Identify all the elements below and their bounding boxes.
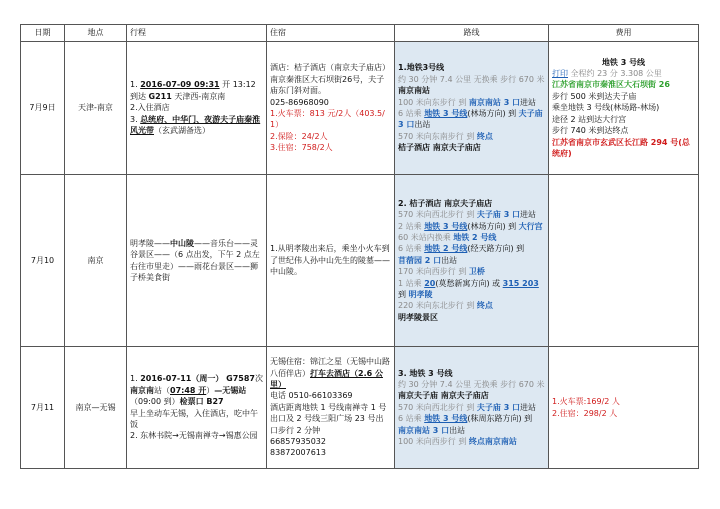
metro-line-link[interactable]: 地铁 3 号线 (424, 414, 468, 424)
route-step: 60 米站内换乘 (398, 232, 454, 242)
itinerary-text: 早上坐动车无锡，入住酒店，吃中午饭 (130, 408, 258, 429)
itinerary-text: 3. (130, 114, 141, 124)
header-row (21, 25, 699, 42)
route-step: 570 米向东南步行 到 (398, 131, 477, 141)
stop-link[interactable]: 卫桥 (468, 267, 485, 277)
route-cell (395, 175, 549, 347)
table-row (21, 175, 699, 347)
cost-lodging: 3.住宿：758/2人 (270, 143, 333, 153)
itinerary-cell (127, 42, 267, 175)
station-name: 南京南 (130, 385, 154, 395)
route-step: 170 米向西步行 到 (398, 267, 469, 277)
day-note: 1.从明孝陵出来后，乘坐小火车到了世纪伟人孙中山先生的陵墓——中山陵。 (270, 244, 390, 277)
header-place: 地点 (65, 25, 127, 42)
route-step: 到 (398, 290, 409, 300)
itinerary-table (20, 24, 699, 469)
route-cell (395, 42, 549, 175)
route-step: 100 米向西步行 到 (398, 437, 469, 447)
phone-number: 66857935032 (270, 437, 326, 447)
route-summary: 约 30 分钟 7.4 公里 无换乘 步行 670 米 (398, 74, 545, 84)
route-title: 2. 桔子酒店 南京夫子庙店 (398, 198, 493, 208)
lodging-cell (267, 42, 395, 175)
header-cost: 费用 (549, 25, 699, 42)
itinerary-text: 2.入住酒店 (130, 103, 170, 113)
route-step: (经天路方向) 到 (467, 244, 525, 254)
route-step: 出站 (414, 120, 431, 130)
place-cell: 天津-南京 (65, 42, 127, 175)
cost-cell (549, 42, 699, 175)
date-cell: 7月9日 (21, 42, 65, 175)
route-step: 6 站乘 (398, 244, 425, 254)
route-step: 乘坐地铁 3 号线(林场路-林场) (552, 103, 660, 113)
header-lodging: 住宿 (267, 25, 395, 42)
header-route: 路线 (395, 25, 549, 42)
table-row (21, 42, 699, 175)
route-step: 步行 500 米到达夫子庙 (552, 91, 637, 101)
metro-line-link[interactable]: 地铁 2 号线 (453, 232, 497, 242)
place-cell: 南京 (65, 175, 127, 347)
itinerary-text: ） (206, 385, 215, 395)
route-step: 6 站乘 (398, 109, 425, 118)
route-end: 明孝陵景区 (398, 312, 438, 322)
itinerary-cell (127, 175, 267, 347)
itinerary-text: 明孝陵—— (130, 238, 170, 248)
arrival-time: （09:00 到） (130, 397, 180, 407)
end-point-link[interactable]: 终点 (476, 131, 493, 141)
route-step: 进站 (520, 97, 537, 107)
itinerary-text: 站（ (154, 385, 170, 395)
route-step: 100 米向东步行 到 (398, 97, 469, 107)
station-link[interactable]: 南京南站 3 口 (468, 97, 521, 107)
itinerary-text: 2. 东林书院→无锡南禅寺→锡惠公园 (130, 431, 258, 441)
itinerary-text: 次 (254, 374, 263, 384)
metro-line-link[interactable]: 地铁 2 号线 (424, 244, 468, 254)
start-address: 江苏省南京市秦淮区大石坝街 26 (552, 80, 670, 90)
itinerary-text: 1. (130, 374, 141, 384)
route-step: 步行 740 米到达终点 (552, 126, 629, 136)
hotel-name: 无锡住宿：锦江之星（无锡中山路八佰伴店） (270, 357, 390, 378)
itinerary-text: 开 13:12 (219, 80, 256, 90)
route-step: 6 站乘 (398, 414, 425, 424)
station-name: —无锡站 (214, 385, 247, 395)
stop-link[interactable]: 明孝陵 (408, 290, 433, 300)
cost-route-title: 地铁 3 号线 (601, 57, 646, 67)
route-start: 南京南站 (398, 86, 430, 96)
route-step: 220 米向东北步行 到 (398, 301, 477, 311)
train-number: G211 (148, 91, 172, 101)
itinerary-text: 1. (130, 80, 141, 90)
table-row (21, 347, 699, 469)
route-title: 1.地铁3号线 (398, 63, 445, 73)
end-point-link[interactable]: 终点南京南站 (468, 437, 517, 447)
route-start: 南京夫子庙 南京夫子庙店 (398, 391, 489, 401)
route-end: 桔子酒店 南京夫子庙店 (398, 143, 481, 153)
itinerary-text: ——音乐台——灵谷景区——（6 点出发，下午 2 点左右往市里走）——雨花台景区——狮子桥美食街 (130, 238, 260, 282)
hotel-phone: 电话 0510-66103369 (270, 391, 353, 401)
departure-date: 2016-07-11（周一） G7587 (140, 374, 255, 384)
end-point-link[interactable]: 终点 (476, 301, 493, 311)
hotel-address: 南京秦淮区大石坝街26号，夫子庙东门斜对面。 (270, 74, 385, 96)
route-step: 进站 (520, 210, 537, 220)
route-step: 1 站乘 (398, 278, 425, 288)
date-cell: 7月11 (21, 347, 65, 469)
station-link[interactable]: 大行宫 (518, 221, 543, 231)
route-step: (秣周东路方向) 到 (467, 414, 533, 424)
itinerary-text: 到达 (130, 91, 149, 101)
cost-cell (549, 175, 699, 347)
bus-line-link[interactable]: 315 203 (502, 278, 539, 288)
departure-time: 07:48 开 (170, 385, 207, 395)
cost-train: 1.火车票:169/2 人 (552, 397, 620, 407)
route-summary: 约 30 分钟 7.4 公里 无换乘 步行 670 米 (398, 379, 545, 389)
cost-cell (549, 347, 699, 469)
itinerary-cell (127, 347, 267, 469)
route-step: 进站 (520, 402, 537, 412)
sightseeing-spots: 总统府、中华门、夜游夫子庙秦淮风光带 (130, 114, 261, 136)
end-address: 江苏省南京市玄武区长江路 294 号(总统府) (552, 137, 690, 158)
print-link[interactable]: 打印 (552, 69, 568, 79)
hotel-name: 酒店：桔子酒店（南京夫子庙店） (270, 63, 390, 73)
route-step: (林场方向) 到 (467, 109, 519, 118)
route-step: (莫愁新寓方向) 或 (435, 278, 503, 288)
gate-number: 检票口 B27 (179, 397, 224, 407)
station-link[interactable]: 苜蓿园 2 口 (398, 255, 442, 265)
station-link[interactable]: 南京南站 3 口 (398, 425, 450, 435)
station-link[interactable]: 夫子庙 3 口 (398, 109, 543, 130)
place-cell: 南京—无锡 (65, 347, 127, 469)
route-step: 出站 (449, 425, 466, 435)
metro-line-link[interactable]: 地铁 3 号线 (424, 109, 468, 118)
station-link[interactable]: 夫子庙 3 口 (476, 210, 521, 220)
bus-line-link[interactable]: 20 (424, 278, 436, 288)
sightseeing-spot: 中山陵 (170, 238, 194, 248)
date-cell: 7月10 (21, 175, 65, 347)
header-itinerary: 行程 (127, 25, 267, 42)
lodging-cell (267, 347, 395, 469)
route-summary: 全程约 23 分 3.308 公里 (570, 69, 662, 79)
route-step: 出站 (441, 255, 458, 265)
route-step: 570 米向西北步行 到 (398, 402, 477, 412)
route-cell (395, 347, 549, 469)
cost-lodging: 2.住宿：298/2 人 (552, 408, 618, 418)
route-step: 570 米向西北步行 到 (398, 210, 477, 220)
cost-train: 1.火车票：813 元/2人（403.5/1） (270, 109, 385, 130)
lodging-cell (267, 175, 395, 347)
hotel-transport-note: 打车去酒店（2.6 公里） (270, 368, 383, 389)
hotel-location-note: 酒店距离地铁 1 号线南禅寺 1 号出口及 2 号线三阳广场 23 号出口步行 2 分钟 (270, 402, 387, 435)
itinerary-text: 天津西-南京南 (171, 91, 226, 101)
phone-number: 83872007613 (270, 448, 326, 458)
route-step: 2 站乘 (398, 221, 425, 231)
header-date: 日期 (21, 25, 65, 42)
hotel-phone: 025-86968090 (270, 97, 329, 107)
route-step: (林场方向) 到 (467, 221, 519, 231)
itinerary-text: （玄武湖备选） (154, 126, 210, 136)
cost-insurance: 2.保险：24/2人 (270, 131, 328, 141)
station-link[interactable]: 夫子庙 3 口 (476, 402, 521, 412)
departure-time: 2016-07-09 09:31 (140, 80, 220, 90)
route-title: 3. 地铁 3 号线 (398, 368, 453, 378)
route-step: 途径 2 站到达大行宫 (552, 114, 627, 124)
metro-line-link[interactable]: 地铁 3 号线 (424, 221, 468, 231)
